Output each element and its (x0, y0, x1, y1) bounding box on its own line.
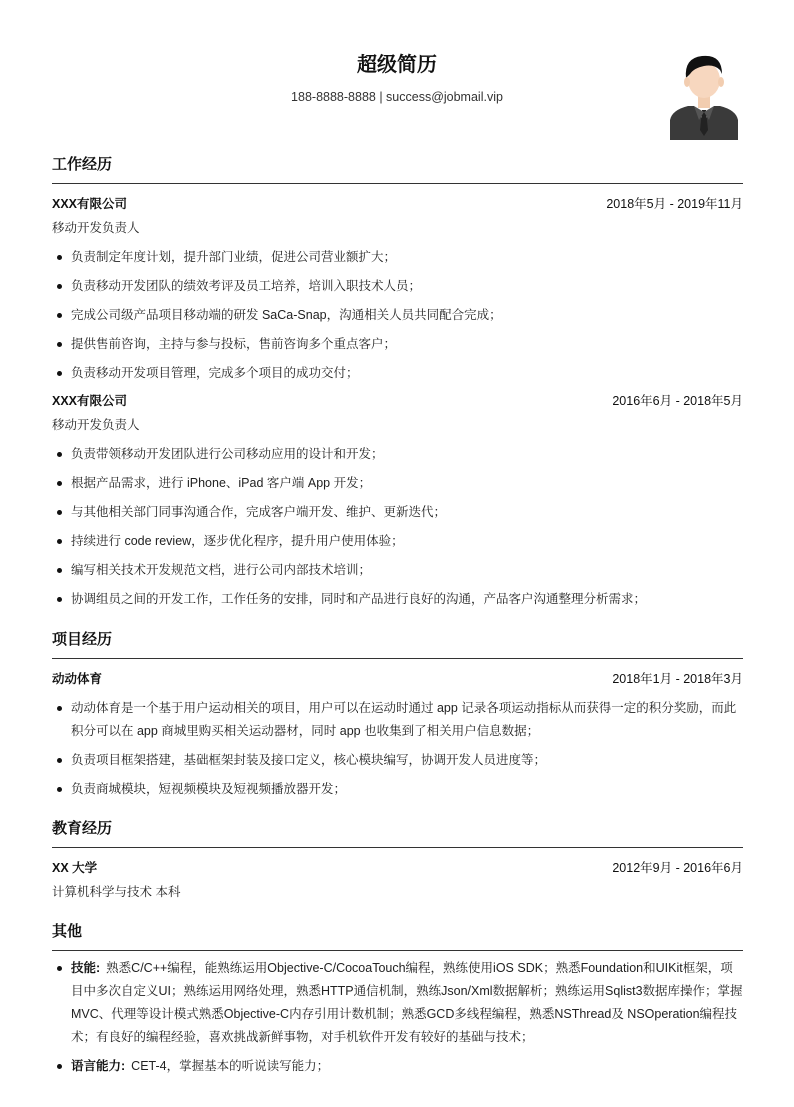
resume-name: 超级简历 (357, 54, 437, 76)
list-item: 编写相关技术开发规范文档，进行公司内部技术培训； (52, 559, 743, 582)
other-title: 其他 (52, 920, 743, 951)
work-entry-2-header (52, 389, 743, 413)
list-item: 提供售前咨询，主持与参与投标，售前咨询多个重点客户； (52, 333, 743, 356)
work-title: 工作经历 (52, 153, 743, 184)
contact-info: 188-8888-8888 | success@jobmail.vip (291, 90, 503, 104)
list-item: 负责移动开发团队的绩效考评及员工培养，培训入职技术人员； (52, 275, 743, 298)
list-item: 完成公司级产品项目移动端的研发 SaCa-Snap，沟通相关人员共同配合完成； (52, 304, 743, 327)
list-item (52, 957, 743, 1049)
company-name: XXX有限公司 (52, 394, 128, 408)
work-entry-1-header (52, 192, 743, 216)
list-item: 负责移动开发项目管理，完成多个项目的成功交付； (52, 362, 743, 385)
education-title: 教育经历 (52, 817, 743, 848)
list-item: 负责商城模块，短视频模块及短视频播放器开发； (52, 778, 743, 801)
education-section (52, 817, 743, 904)
project-name: 动动体育 (52, 672, 103, 686)
language-text: CET-4，掌握基本的听说读写能力； (131, 1059, 330, 1073)
company-name: XXX有限公司 (52, 197, 128, 211)
project-bullets (52, 697, 743, 801)
work-entry-2-bullets (52, 443, 743, 611)
skills-text: 熟悉C/C++编程，能熟练运用Objective-C/CocoaTouch编程，熟练使用iOS SDK；熟悉Foundation和UIKit框架，项目中多次自定义UI；熟练运用网络处理，熟悉HTTP通信机制，熟练Json/Xml数据解析；熟练运用Sqlist3数据库操作；掌握MVC、代理等设计模式熟悉Objective-C内存引用计数机制；熟悉GCD多线程编程，熟悉NSThread及 NSOperation编程技术；有良好的编程经验，喜欢挑战新鲜事物，对手机软件开发有较好的基础与技术； (71, 961, 743, 1044)
work-section (52, 153, 743, 611)
project-entry-header (52, 667, 743, 691)
skills-label: 技能: (71, 961, 101, 975)
list-item: 负责制定年度计划，提升部门业绩，促进公司营业额扩大； (52, 246, 743, 269)
list-item: 与其他相关部门同事沟通合作，完成客户端开发、维护、更新迭代； (52, 501, 743, 524)
other-section (52, 920, 743, 1078)
major-degree: 计算机科学与技术 本科 (52, 885, 181, 899)
work-entry-1-bullets (52, 246, 743, 385)
date-range: 2012年9月 - 2016年6月 (612, 861, 743, 875)
person-avatar-icon (668, 48, 740, 140)
list-item: 动动体育是一个基于用户运动相关的项目，用户可以在运动时通过 app 记录各项运动指标从而获得一定的积分奖励，而此积分可以在 app 商城里购买相关运动器材，同时 app 也收集到了相关用户信息数据； (52, 697, 743, 743)
job-role: 移动开发负责人 (52, 418, 140, 432)
date-range: 2018年5月 - 2019年11月 (606, 197, 743, 211)
list-item: 根据产品需求，进行 iPhone、iPad 客户端 App 开发； (52, 472, 743, 495)
list-item: 负责带领移动开发团队进行公司移动应用的设计和开发； (52, 443, 743, 466)
project-title: 项目经历 (52, 628, 743, 659)
list-item: 负责项目框架搭建，基础框架封装及接口定义，核心模块编写，协调开发人员进度等； (52, 749, 743, 772)
date-range: 2016年6月 - 2018年5月 (612, 394, 743, 408)
project-section (52, 628, 743, 801)
other-bullets (52, 957, 743, 1078)
list-item (52, 1055, 743, 1078)
job-role: 移动开发负责人 (52, 221, 140, 235)
school-name: XX 大学 (52, 861, 98, 875)
list-item: 协调组员之间的开发工作，工作任务的安排，同时和产品进行良好的沟通，产品客户沟通整理分析需求； (52, 588, 743, 611)
date-range: 2018年1月 - 2018年3月 (612, 672, 743, 686)
list-item: 持续进行 code review，逐步优化程序，提升用户使用体验； (52, 530, 743, 553)
education-entry-header (52, 856, 743, 880)
language-label: 语言能力: (71, 1059, 126, 1073)
